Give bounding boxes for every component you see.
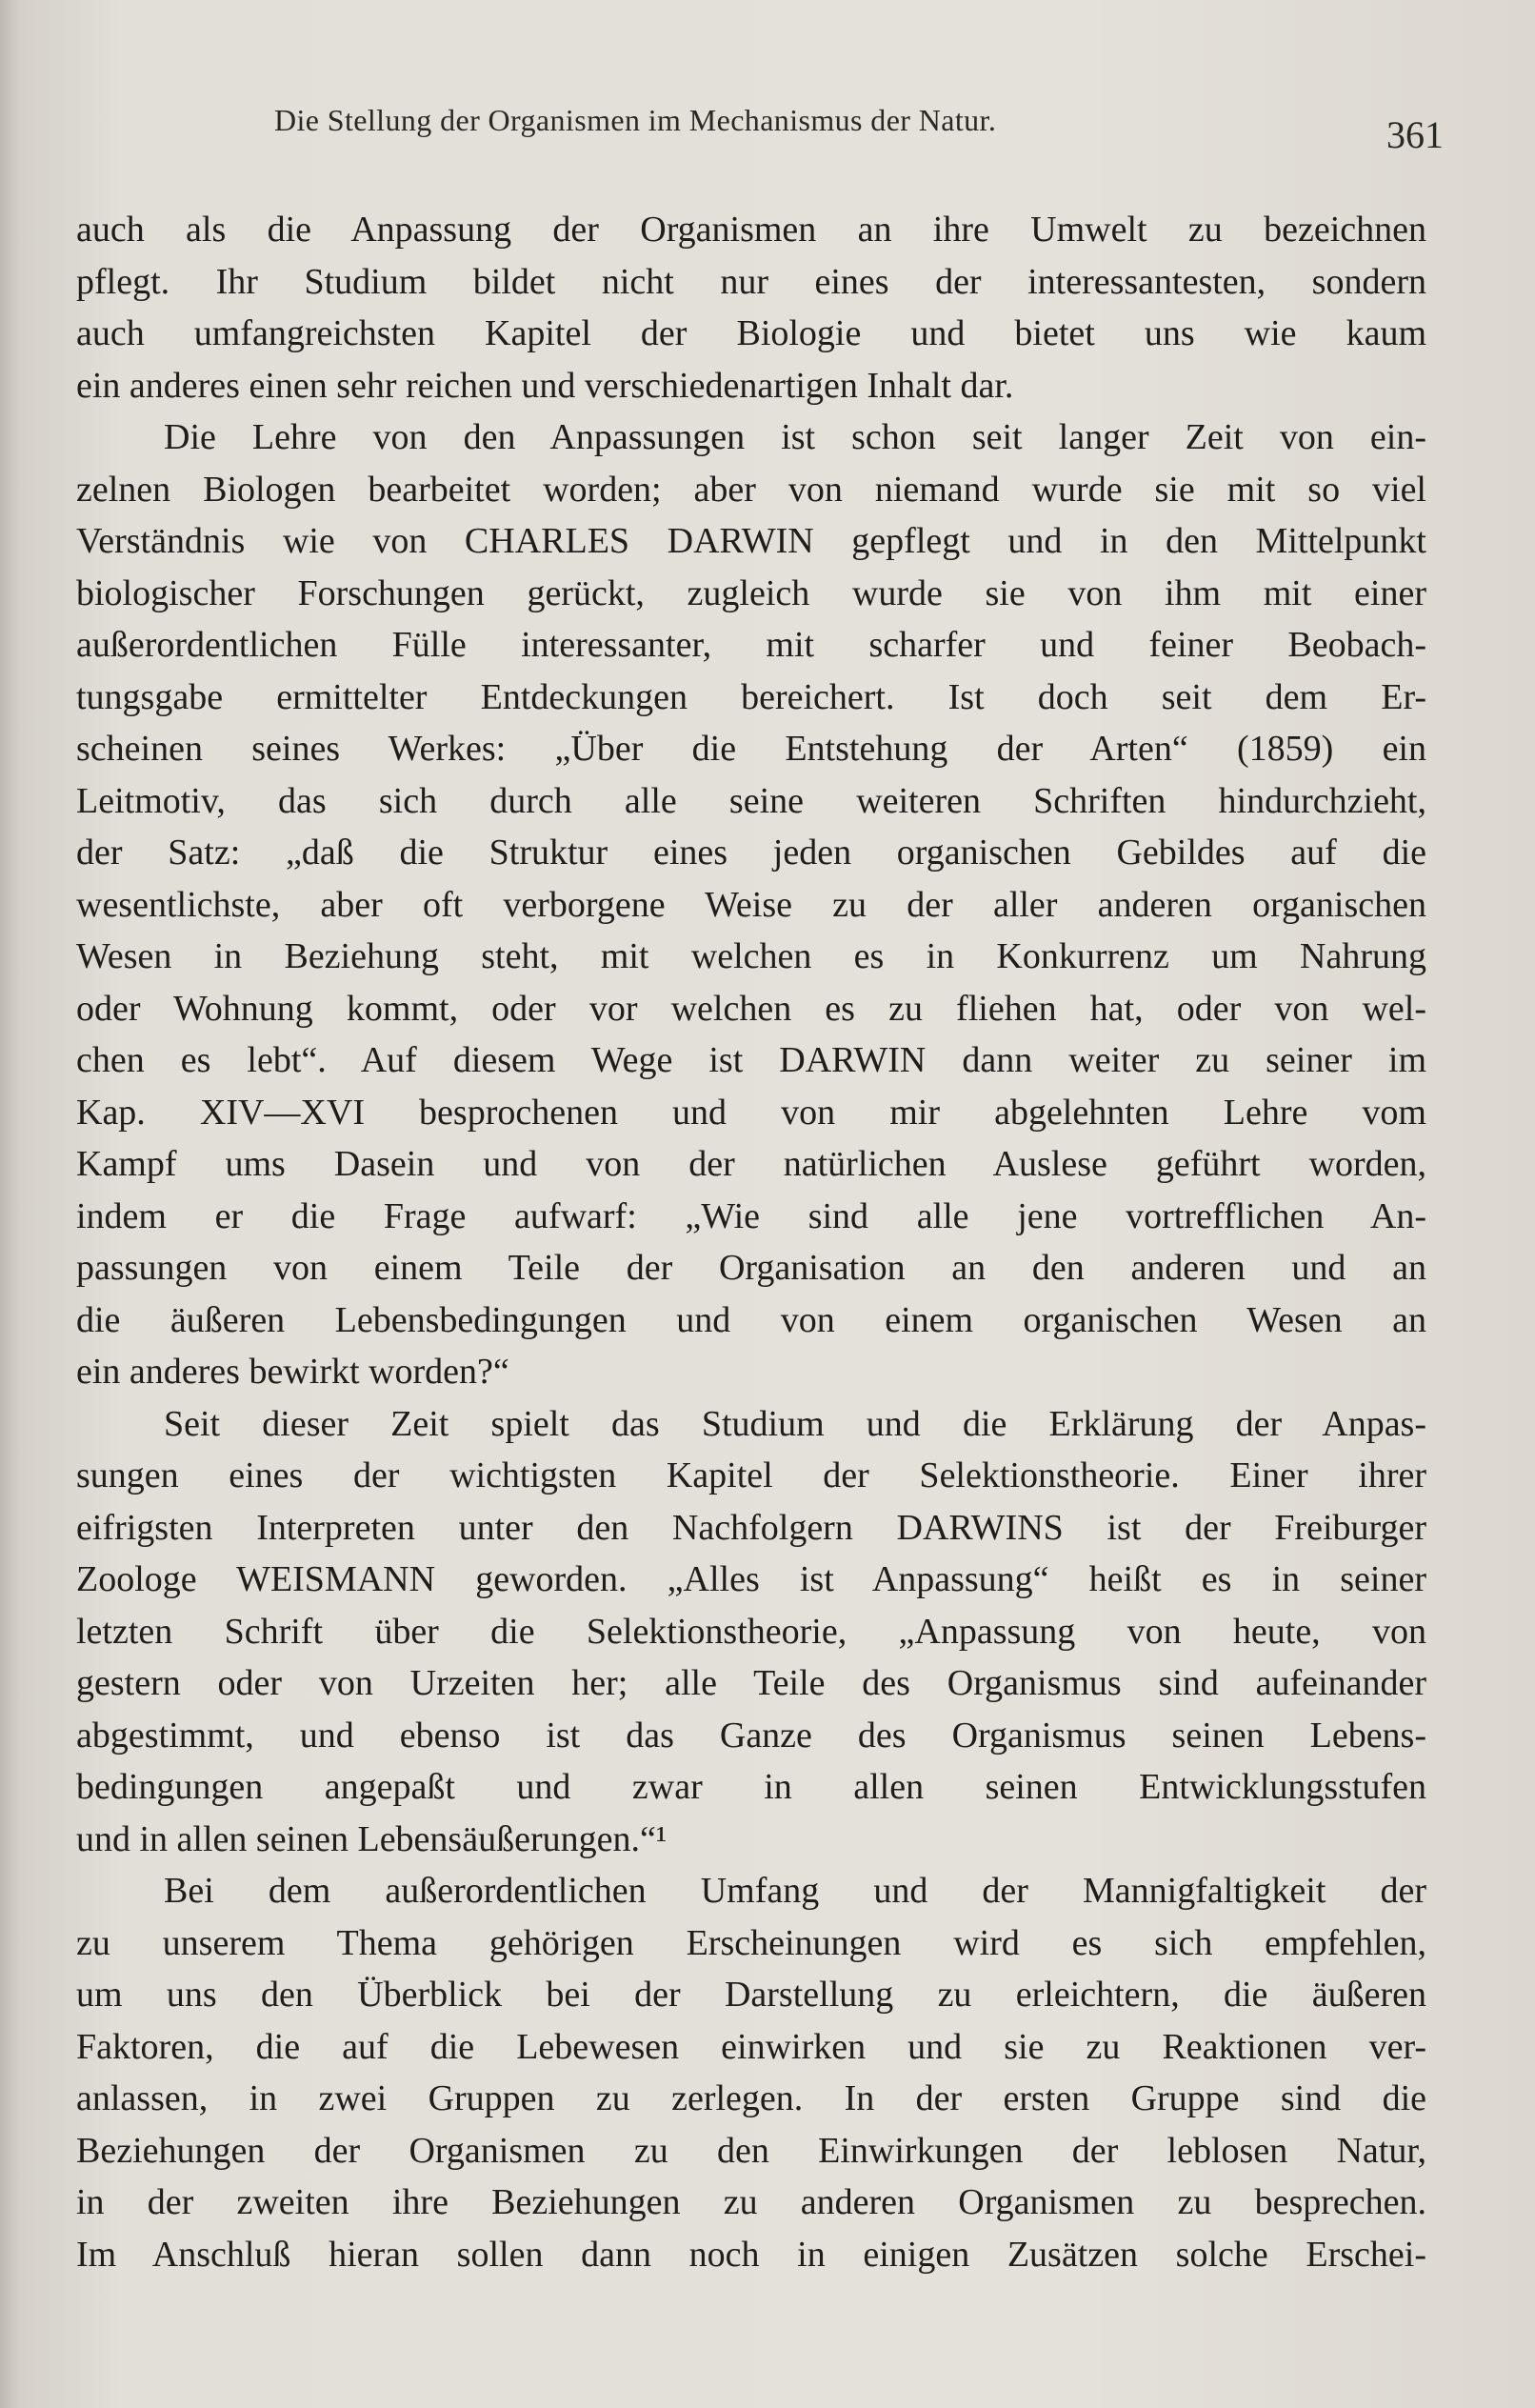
text-line: zu unserem Thema gehörigen Erscheinungen wird es sich empfehlen,	[76, 1922, 1426, 1963]
text-line: tungsgabe ermittelter Entdeckungen bereichert. Ist doch seit dem Er-	[76, 676, 1426, 717]
text-line: Kap. XIV—XVI besprochenen und von mir abgelehnten Lehre vom	[76, 1092, 1426, 1133]
text-line: und in allen seinen Lebensäußerungen.“¹	[76, 1818, 668, 1859]
text-line: Kampf ums Dasein und von der natürlichen Auslese geführt worden,	[76, 1144, 1426, 1184]
paragraph-3	[76, 1398, 1426, 1866]
text-line: Beziehungen der Organismen zu den Einwirkungen der leblosen Natur,	[76, 2130, 1426, 2171]
text-line: der Satz: „daß die Struktur eines jeden organischen Gebildes auf die	[76, 833, 1426, 873]
text-line: passungen von einem Teile der Organisation an den anderen und an	[76, 1248, 1426, 1288]
text-line: oder Wohnung kommt, oder vor welchen es zu fliehen hat, oder von wel-	[76, 988, 1426, 1029]
text-line: gestern oder von Urzeiten her; alle Teile des Organismus sind aufeinander	[76, 1663, 1426, 1703]
text-line: Wesen in Beziehung steht, mit welchen es in Konkurrenz um Nahrung	[76, 936, 1426, 976]
page-header	[274, 103, 1444, 156]
text-line: Leitmotiv, das sich durch alle seine weiteren Schriften hindurchzieht,	[76, 780, 1426, 821]
page-edge-shadow	[0, 0, 21, 2408]
text-line: indem er die Frage aufwarf: „Wie sind alle jene vortrefflichen An-	[76, 1195, 1426, 1236]
text-line: die äußeren Lebensbedingungen und von einem organischen Wesen an	[76, 1299, 1426, 1340]
text-line: ein anderes einen sehr reichen und verschiedenartigen Inhalt dar.	[76, 365, 1014, 406]
text-line: Faktoren, die auf die Lebewesen einwirken und sie zu Reaktionen ver-	[76, 2026, 1426, 2067]
text-line: sungen eines der wichtigsten Kapitel der Selektionstheorie. Einer ihrer	[76, 1455, 1426, 1495]
running-head: Die Stellung der Organismen im Mechanismus der Natur.	[274, 103, 997, 137]
text-line: eifrigsten Interpreten unter den Nachfolgern DARWINS ist der Freiburger	[76, 1507, 1426, 1548]
text-line: ein anderes bewirkt worden?“	[76, 1352, 509, 1392]
text-line: chen es lebt“. Auf diesem Wege ist DARWIN dann weiter zu seiner im	[76, 1040, 1426, 1080]
text-line: biologischer Forschungen gerückt, zugleich wurde sie von ihm mit einer	[76, 572, 1426, 613]
text-line: abgestimmt, und ebenso ist das Ganze des Organismus seinen Lebens-	[76, 1715, 1426, 1756]
paragraph-2	[76, 411, 1426, 1398]
text-line: in der zweiten ihre Beziehungen zu anderen Organismen zu besprechen.	[76, 2182, 1426, 2222]
text-line: um uns den Überblick bei der Darstellung zu erleichtern, die äußeren	[76, 1975, 1426, 2015]
text-line: außerordentlichen Fülle interessanter, mit scharfer und feiner Beobach-	[76, 625, 1426, 665]
text-line: Die Lehre von den Anpassungen ist schon seit langer Zeit von ein-	[164, 417, 1426, 457]
text-line: auch umfangreichsten Kapitel der Biologie und bietet uns wie kaum	[76, 313, 1426, 353]
text-line: Verständnis wie von CHARLES DARWIN gepflegt und in den Mittelpunkt	[76, 521, 1426, 561]
text-line: Seit dieser Zeit spielt das Studium und die Erklärung der Anpas-	[164, 1403, 1426, 1444]
text-line: pflegt. Ihr Studium bildet nicht nur eines der interessantesten, sondern	[76, 261, 1426, 302]
text-line: Zoologe WEISMANN geworden. „Alles ist Anpassung“ heißt es in seiner	[76, 1559, 1426, 1599]
text-line: scheinen seines Werkes: „Über die Entstehung der Arten“ (1859) ein	[76, 729, 1426, 769]
text-line: Im Anschluß hieran sollen dann noch in einigen Zusätzen solche Erschei-	[76, 2234, 1426, 2275]
text-line: letzten Schrift über die Selektionstheorie, „Anpassung von heute, von	[76, 1611, 1426, 1652]
text-line: Bei dem außerordentlichen Umfang und der Mannigfaltigkeit der	[164, 1871, 1426, 1911]
text-line: bedingungen angepaßt und zwar in allen seinen Entwicklungsstufen	[76, 1767, 1426, 1807]
text-line: zelnen Biologen bearbeitet worden; aber von niemand wurde sie mit so viel	[76, 469, 1426, 510]
paragraph-4	[76, 1865, 1426, 2280]
text-line: wesentlichste, aber oft verborgene Weise zu der aller anderen organischen	[76, 884, 1426, 925]
text-line: anlassen, in zwei Gruppen zu zerlegen. In der ersten Gruppe sind die	[76, 2078, 1426, 2118]
page-number: 361	[1386, 113, 1444, 156]
paragraph-1	[76, 204, 1426, 411]
body-text	[76, 204, 1426, 2280]
text-line: auch als die Anpassung der Organismen an ihre Umwelt zu bezeichnen	[76, 210, 1426, 250]
